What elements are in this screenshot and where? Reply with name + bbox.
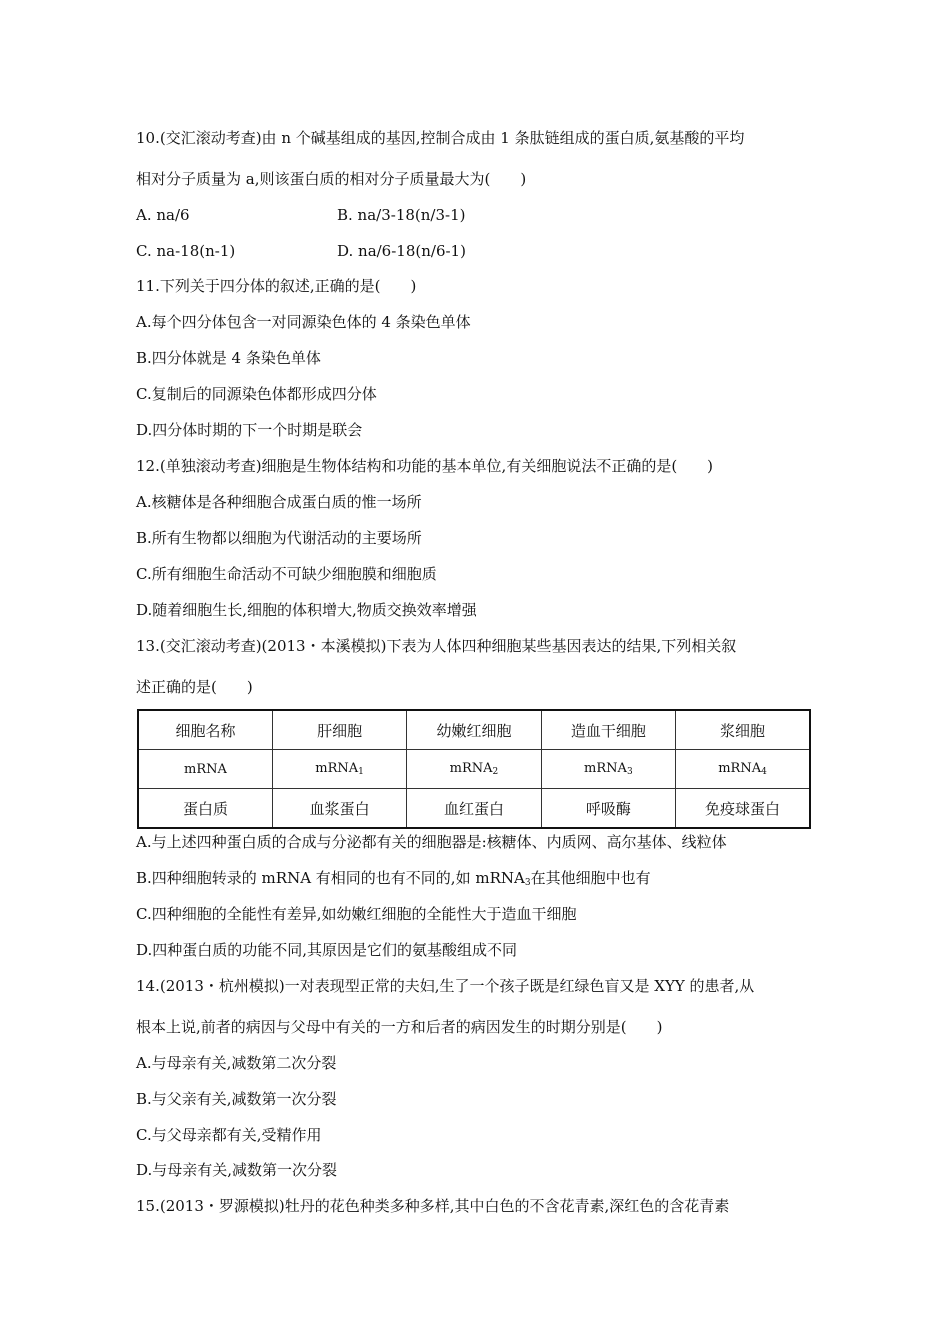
table-cell: 造血干细胞 — [541, 710, 675, 750]
table-cell: 血浆蛋白 — [272, 789, 406, 829]
q11-option-a: A.每个四分体包含一对同源染色体的 4 条染色单体 — [136, 313, 471, 331]
table-cell: 蛋白质 — [138, 789, 272, 829]
mrna-subscript: 3 — [524, 878, 531, 888]
table-cell: 呼吸酶 — [541, 789, 675, 829]
q10-stem-line1: 10.(交汇滚动考查)由 n 个碱基组成的基因,控制合成由 1 条肽链组成的蛋白质,氨基酸的平均 — [136, 129, 745, 147]
q14-stem-line1: 14.(2013・杭州模拟)一对表现型正常的夫妇,生了一个孩子既是红绿色盲又是 XYY 的患者,从 — [136, 977, 755, 995]
q13-option-b-text: 在其他细胞中也有 — [530, 869, 651, 887]
q13-option-b-text: B.四种细胞转录的 mRNA 有相同的也有不同的,如 mRNA — [136, 869, 525, 887]
q11-stem: 11.下列关于四分体的叙述,正确的是( ) — [136, 277, 417, 295]
q12-option-a: A.核糖体是各种细胞合成蛋白质的惟一场所 — [136, 493, 422, 511]
q14-stem-line2: 根本上说,前者的病因与父母中有关的一方和后者的病因发生的时期分别是( ) — [136, 1018, 663, 1036]
q13-option-b — [136, 868, 651, 893]
table-cell: 幼嫩红细胞 — [407, 710, 541, 750]
table-cell: 免疫球蛋白 — [676, 789, 810, 829]
mrna-label: mRNA — [718, 761, 762, 776]
table-cell — [272, 750, 406, 789]
gene-expression-table — [137, 709, 811, 829]
q11-option-b: B.四分体就是 4 条染色单体 — [136, 349, 321, 367]
q12-option-b: B.所有生物都以细胞为代谢活动的主要场所 — [136, 529, 422, 547]
q10-stem-line2: 相对分子质量为 a,则该蛋白质的相对分子质量最大为( ) — [136, 170, 527, 188]
table-row — [138, 789, 810, 829]
q10-option-d: D. na/6-18(n/6-1) — [337, 242, 466, 260]
table-cell: mRNA — [138, 750, 272, 789]
mrna-subscript: 3 — [626, 767, 633, 777]
q11-option-c: C.复制后的同源染色体都形成四分体 — [136, 385, 377, 403]
q12-option-c: C.所有细胞生命活动不可缺少细胞膜和细胞质 — [136, 565, 437, 583]
table-cell — [407, 750, 541, 789]
mrna-subscript: 4 — [761, 767, 767, 777]
mrna-label: mRNA — [584, 761, 627, 776]
q14-option-c: C.与父母亲都有关,受精作用 — [136, 1126, 322, 1144]
q10-option-a: A. na/6 — [136, 206, 190, 224]
q14-option-b: B.与父亲有关,减数第一次分裂 — [136, 1090, 337, 1108]
mrna-label: mRNA — [449, 761, 493, 776]
q13-option-d: D.四种蛋白质的功能不同,其原因是它们的氨基酸组成不同 — [136, 941, 518, 959]
table-cell: 血红蛋白 — [407, 789, 541, 829]
table-cell: 浆细胞 — [676, 710, 810, 750]
table-row — [138, 710, 810, 750]
q12-stem: 12.(单独滚动考查)细胞是生物体结构和功能的基本单位,有关细胞说法不正确的是( ) — [136, 457, 714, 475]
q11-option-d: D.四分体时期的下一个时期是联会 — [136, 421, 363, 439]
q14-option-d: D.与母亲有关,减数第一次分裂 — [136, 1161, 338, 1179]
table-row — [138, 750, 810, 789]
q13-option-a: A.与上述四种蛋白质的合成与分泌都有关的细胞器是:核糖体、内质网、高尔基体、线粒体 — [136, 833, 727, 851]
table-cell: 肝细胞 — [272, 710, 406, 750]
table-cell — [541, 750, 675, 789]
mrna-subscript: 2 — [492, 767, 499, 777]
q10-option-c: C. na-18(n-1) — [136, 242, 236, 260]
q13-option-c: C.四种细胞的全能性有差异,如幼嫩红细胞的全能性大于造血干细胞 — [136, 905, 577, 923]
q12-option-d: D.随着细胞生长,细胞的体积增大,物质交换效率增强 — [136, 601, 477, 619]
mrna-label: mRNA — [315, 761, 359, 776]
q10-option-b: B. na/3-18(n/3-1) — [337, 206, 466, 224]
q14-option-a: A.与母亲有关,减数第二次分裂 — [136, 1054, 337, 1072]
q13-stem-line2: 述正确的是( ) — [136, 678, 253, 696]
table-cell — [676, 750, 810, 789]
mrna-subscript: 1 — [358, 767, 364, 777]
q13-stem-line1: 13.(交汇滚动考查)(2013・本溪模拟)下表为人体四种细胞某些基因表达的结果,下列相关叙 — [136, 637, 737, 655]
table-cell: 细胞名称 — [138, 710, 272, 750]
q15-stem-line1: 15.(2013・罗源模拟)牡丹的花色种类多种多样,其中白色的不含花青素,深红色的含花青素 — [136, 1197, 730, 1215]
